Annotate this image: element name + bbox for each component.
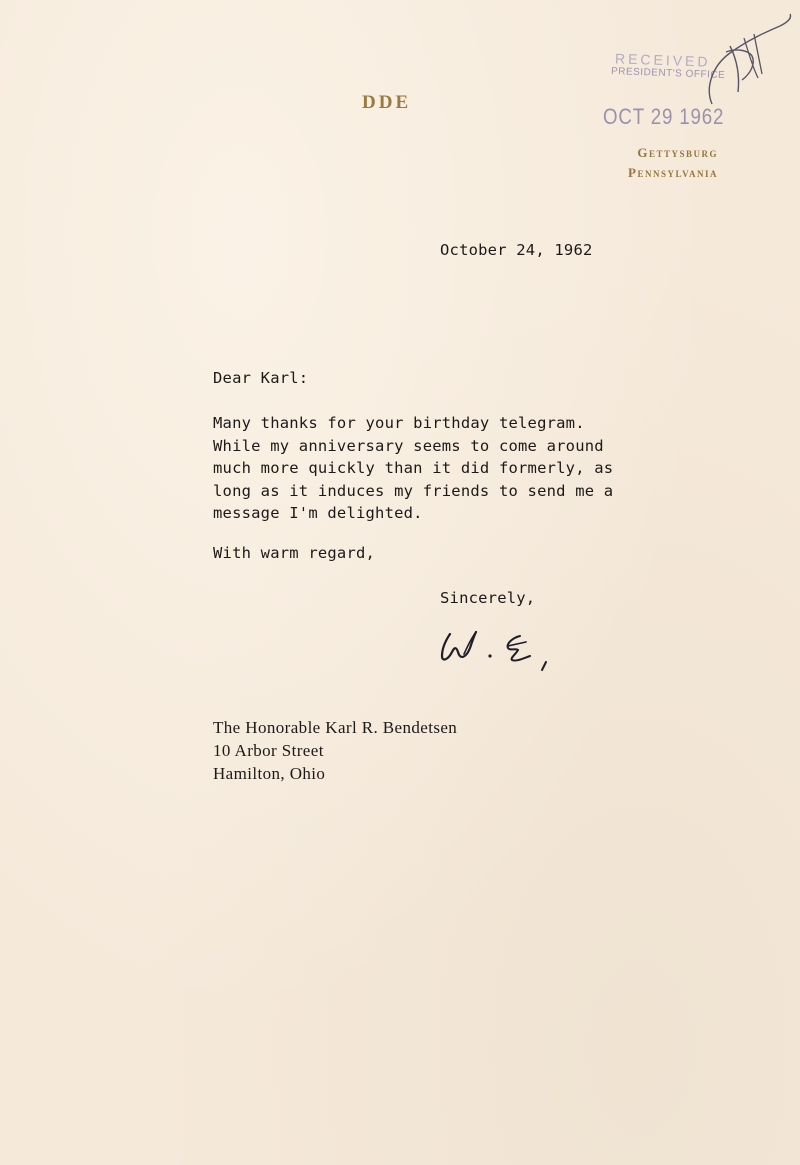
- letterhead-monogram: DDE: [362, 92, 412, 113]
- letter-body: [213, 412, 613, 525]
- handwritten-signature: [436, 618, 566, 678]
- body-line: Many thanks for your birthday telegram.: [213, 414, 585, 432]
- salutation: Dear Karl:: [213, 369, 309, 387]
- letterhead-city: Gettysburg: [637, 145, 718, 160]
- recipient-city: Hamilton, Ohio: [213, 764, 326, 783]
- handwritten-initials-mark: [700, 8, 800, 108]
- recipient-name: The Honorable Karl R. Bendetsen: [213, 718, 458, 737]
- body-line: While my anniversary seems to come around: [213, 436, 604, 455]
- received-stamp-office: PRESIDENT'S OFFICE: [610, 66, 726, 81]
- body-line: much more quickly than it did formerly, as: [213, 459, 614, 477]
- body-line: message I'm delighted.: [213, 504, 423, 522]
- received-stamp-date: OCT 29 1962: [603, 104, 725, 129]
- recipient-address: [213, 716, 457, 785]
- closing: Sincerely,: [440, 589, 536, 607]
- letterhead-state: Pennsylvania: [628, 165, 718, 180]
- closing-regard: With warm regard,: [213, 544, 376, 562]
- body-line: long as it induces my friends to send me a: [213, 481, 614, 500]
- recipient-street: 10 Arbor Street: [213, 741, 324, 760]
- letter-date: October 24, 1962: [440, 241, 593, 259]
- received-stamp-label: RECEIVED: [614, 50, 711, 70]
